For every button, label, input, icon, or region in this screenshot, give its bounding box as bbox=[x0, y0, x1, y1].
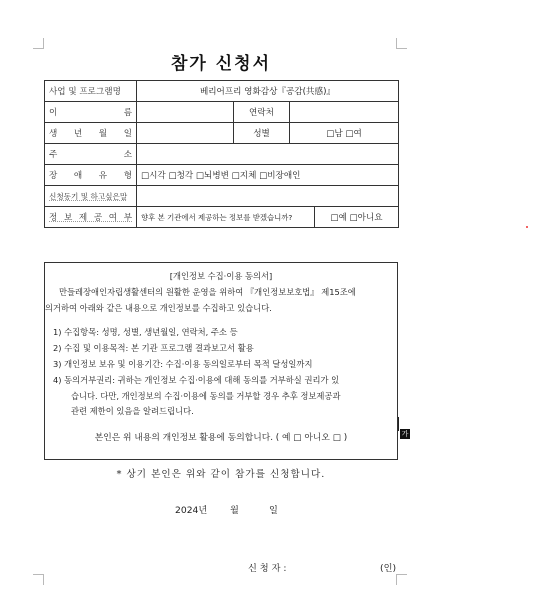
table-row bbox=[45, 144, 399, 165]
disability-options[interactable]: □시각 □청각 □뇌병변 □지체 □비장애인 bbox=[137, 165, 399, 186]
info-provide-options[interactable]: □예 □아니요 bbox=[315, 207, 399, 228]
date-year[interactable]: 2024년 bbox=[175, 505, 208, 516]
birth-field[interactable] bbox=[137, 123, 234, 144]
motivation-label: 신청동기 및 하고싶은말 bbox=[45, 186, 137, 207]
consent-item: 1) 수집항목: 성명, 성별, 생년월일, 연락처, 주소 등 bbox=[53, 327, 238, 338]
table-row bbox=[45, 81, 399, 102]
info-provide-label: 정 보 제 공 여 부 bbox=[45, 207, 137, 228]
consent-agree-line[interactable]: 본인은 위 내용의 개인정보 활용에 동의합니다. ( 예 □ 아니오 □ ) bbox=[94, 433, 348, 444]
ime-indicator: 가 bbox=[401, 430, 409, 438]
date-month[interactable]: 월 bbox=[230, 505, 239, 516]
contact-field[interactable] bbox=[290, 102, 399, 123]
table-row bbox=[45, 207, 399, 228]
crop-mark-bottom-left bbox=[33, 574, 44, 585]
application-form-table bbox=[44, 80, 399, 228]
address-field[interactable] bbox=[137, 144, 399, 165]
crop-mark-top-left bbox=[33, 38, 44, 49]
date-day[interactable]: 일 bbox=[269, 505, 278, 516]
consent-title: [개인정보 수집·이용 동의서] bbox=[169, 271, 273, 281]
consent-items bbox=[45, 325, 397, 420]
disability-label: 장 애 유 형 bbox=[45, 165, 137, 186]
crop-mark-top-right bbox=[396, 38, 407, 49]
address-label: 주 소 bbox=[45, 144, 137, 165]
gender-options[interactable]: □남 □여 bbox=[290, 123, 399, 144]
consent-item: 3) 개인정보 보유 및 이용기간: 수집·이용 동의일로부터 목적 달성일까지 bbox=[53, 358, 313, 369]
red-dot-marker bbox=[526, 226, 528, 228]
motivation-field[interactable] bbox=[137, 186, 399, 207]
consent-item-continued: 관련 제한이 있음을 알려드립니다. bbox=[71, 406, 194, 417]
table-row bbox=[45, 123, 399, 144]
consent-box bbox=[44, 262, 398, 460]
crop-mark-bottom-right bbox=[396, 574, 407, 585]
consent-intro-line1: 만들레장애인자립생활센터의 원활한 운영을 위하여 『개인정보보호법』 제15조에 bbox=[59, 286, 356, 297]
birth-label: 생 년 월 일 bbox=[45, 123, 137, 144]
consent-item: 4) 동의거부권리: 귀하는 개인정보 수집·이용에 대해 동의를 거부하실 권리가 있 bbox=[53, 374, 340, 385]
program-value[interactable]: 베리어프리 영화감상『공감(共感)』 bbox=[137, 81, 399, 102]
name-field[interactable] bbox=[137, 102, 234, 123]
table-row bbox=[45, 165, 399, 186]
document-title: 참가 신청서 bbox=[170, 54, 272, 74]
table-row bbox=[45, 102, 399, 123]
program-label: 사업 및 프로그램명 bbox=[45, 81, 137, 102]
seal-mark: (인) bbox=[380, 563, 397, 574]
text-cursor bbox=[398, 417, 399, 431]
consent-item: 2) 수집 및 이용목적: 본 기관 프로그램 결과보고서 활용 bbox=[53, 343, 254, 354]
name-label: 이 름 bbox=[45, 102, 137, 123]
consent-item-continued: 습니다. 다만, 개인정보의 수집·이용에 동의를 거부할 경우 추후 정보제공과 bbox=[71, 390, 341, 401]
contact-label: 연락처 bbox=[234, 102, 290, 123]
application-note: * 상기 본인은 위와 같이 참가를 신청합니다. bbox=[116, 469, 326, 480]
gender-label: 성별 bbox=[234, 123, 290, 144]
consent-intro-line2: 의거하여 아래와 같은 내용으로 개인정보를 수집하고 있습니다. bbox=[45, 302, 272, 313]
applicant-label: 신 청 자 : bbox=[248, 563, 287, 574]
table-row bbox=[45, 186, 399, 207]
info-provide-question: 향후 본 기관에서 제공하는 정보를 받겠습니까? bbox=[137, 207, 315, 228]
